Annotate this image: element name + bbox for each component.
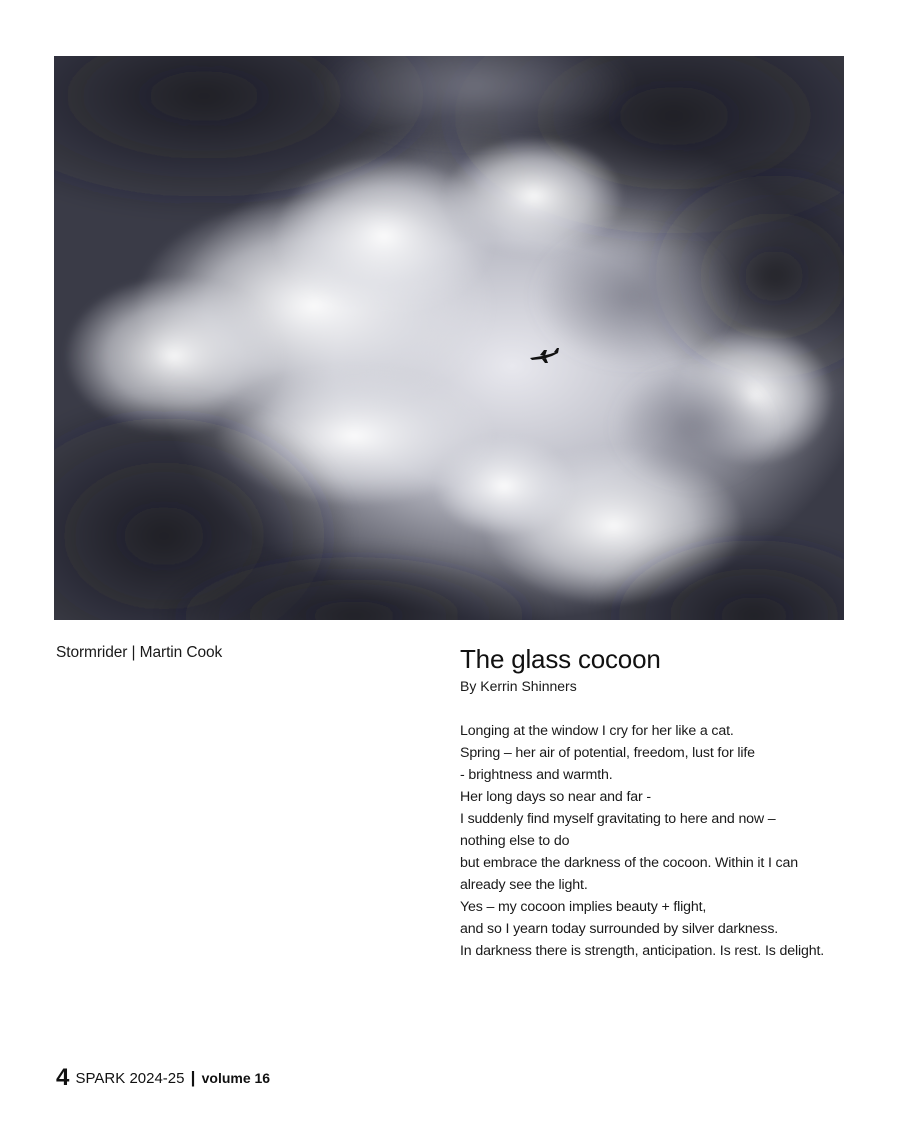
poem-lines (460, 720, 860, 962)
poem (460, 642, 860, 962)
poem-title: The glass cocoon (460, 644, 661, 674)
poem-line: I suddenly find myself gravitating to here and now – (460, 811, 776, 827)
poem-line: already see the light. (460, 877, 588, 893)
poem-line: Yes – my cocoon implies beauty + flight, (460, 899, 707, 915)
poem-line: Spring – her air of potential, freedom, lust for life (460, 745, 755, 761)
poem-line: - brightness and warmth. (460, 767, 613, 783)
poem-line: In darkness there is strength, anticipation. Is rest. Is delight. (460, 943, 825, 959)
poem-line: and so I yearn today surrounded by silver darkness. (460, 921, 779, 937)
poem-line: Longing at the window I cry for her like a cat. (460, 723, 734, 739)
poem-line: nothing else to do (460, 833, 570, 849)
poem-line: Her long days so near and far - (460, 789, 651, 805)
poem-line: but embrace the darkness of the cocoon. Within it I can (460, 855, 798, 871)
volume-label: volume 16 (201, 1070, 271, 1086)
footer-separator: | (190, 1068, 196, 1087)
poem-author: By Kerrin Shinners (460, 678, 577, 694)
magazine-name: SPARK 2024-25 (75, 1070, 185, 1087)
page-footer (56, 1064, 270, 1092)
stormrider-photo (54, 56, 844, 620)
page-number: 4 (56, 1064, 70, 1091)
photo-caption: Stormrider | Martin Cook (56, 644, 223, 661)
